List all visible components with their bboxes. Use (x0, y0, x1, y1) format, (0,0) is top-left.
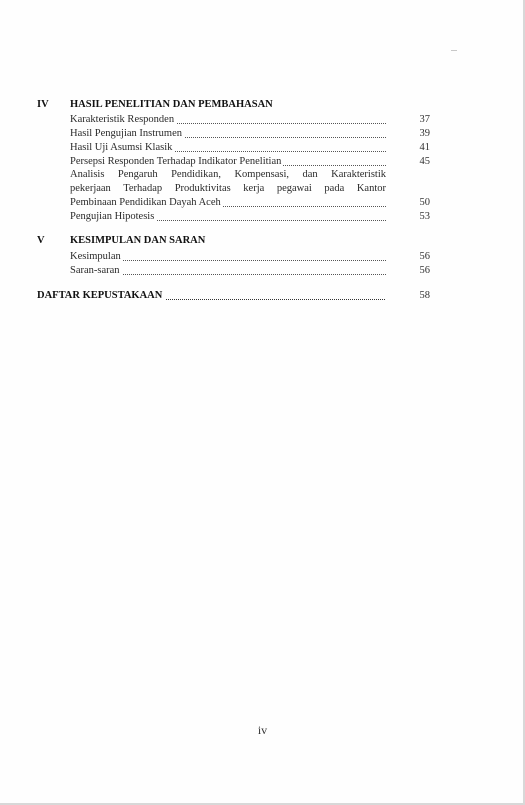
toc-entry-title: Saran-saran (70, 265, 120, 276)
toc-entry-title: Karakteristik Responden (70, 114, 175, 125)
toc-entry[interactable] (70, 264, 386, 277)
scan-mark (451, 50, 457, 51)
footer-page-number: iv (257, 723, 268, 737)
toc-entry[interactable] (70, 141, 386, 154)
toc-entry-line: pekerjaan Terhadap Produktivitas kerja pegawai pada Kantor (70, 182, 386, 194)
toc-entry-title: Persepsi Responden Terhadap Indikator Penelitian (70, 156, 282, 167)
toc-entry[interactable] (70, 196, 386, 209)
toc-entry[interactable] (70, 113, 386, 126)
toc-page-number: 50 (419, 197, 430, 208)
toc-page-number: 41 (419, 142, 430, 153)
toc-entry-title: Kesimpulan (70, 251, 121, 262)
toc-entry-line: Analisis Pengaruh Pendidikan, Kompensasi, dan Karakteristik (70, 169, 386, 180)
toc-entry-multiline[interactable] (70, 168, 386, 195)
chapter-number: V (37, 235, 45, 246)
toc-page-number: 45 (419, 156, 430, 167)
toc-page-number: 56 (419, 251, 430, 262)
toc-entry-title: Pengujian Hipotesis (70, 211, 155, 222)
toc-page-number: 53 (419, 211, 430, 222)
toc-page-number: 39 (419, 128, 430, 139)
chapter-title: KESIMPULAN DAN SARAN (70, 235, 206, 246)
bibliography-title: DAFTAR KEPUSTAKAAN (37, 290, 166, 301)
toc-page-number: 37 (419, 114, 430, 125)
chapter-title: HASIL PENELITIAN DAN PEMBAHASAN (70, 99, 273, 110)
toc-page-number: 56 (419, 265, 430, 276)
toc-entry[interactable] (70, 127, 386, 140)
toc-bibliography-entry[interactable] (37, 289, 385, 302)
toc-entry-title: Pembinaan Pendidikan Dayah Aceh (70, 197, 221, 208)
toc-entry[interactable] (70, 250, 386, 263)
toc-entry-title: Hasil Pengujian Instrumen (70, 128, 182, 139)
toc-entry[interactable] (70, 155, 386, 168)
toc-page-number: 58 (419, 290, 430, 301)
chapter-number: IV (37, 99, 49, 110)
toc-entry[interactable] (70, 210, 386, 223)
toc-entry-title: Hasil Uji Asumsi Klasik (70, 142, 173, 153)
